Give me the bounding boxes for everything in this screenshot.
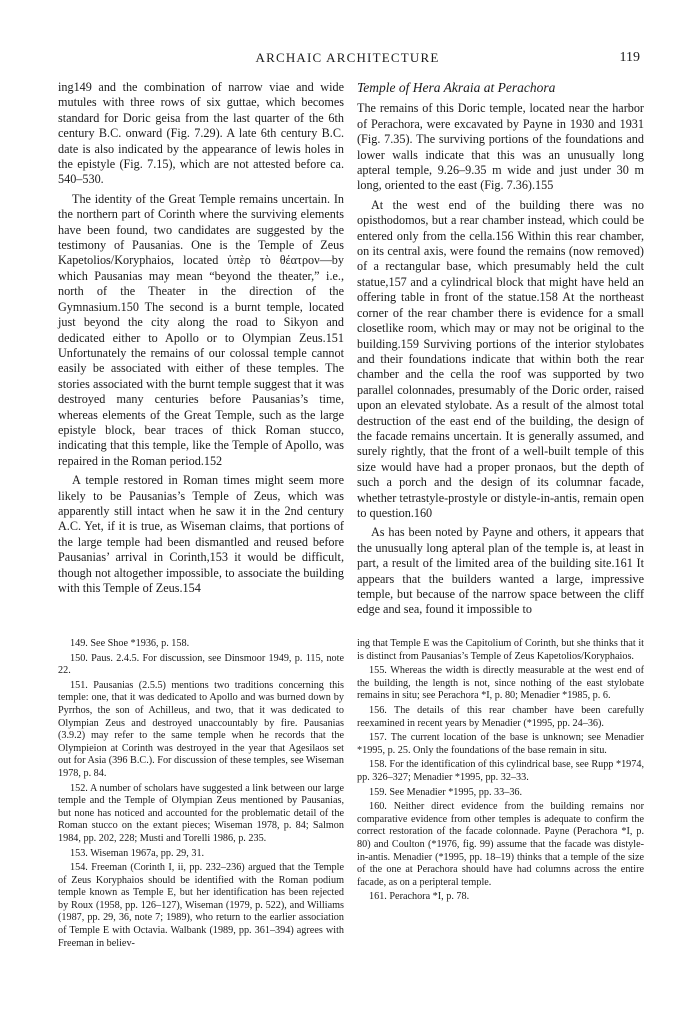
footnote: 152. A number of scholars have suggested a link between our large temple and the Temple of Olympian Zeus mentioned by Pausanias, but none has noticed and accounted for the problematic detail of the Roman stucco on the extant pieces; Wiseman 1978, p. 84; Salmon 1984, pp. 202, 228; Musti and Torelli 1986, p. 235.: [58, 782, 344, 844]
footnote: 155. Whereas the width is directly measurable at the west end of the building, the length is not, since nothing of the east stylobate remains in situ; see Perachora *I, p. 80; Menadier *1985, p. 6.: [357, 665, 644, 702]
footnote: 150. Paus. 2.4.5. For discussion, see Dinsmoor 1949, p. 115, note 22.: [58, 652, 344, 677]
footnote: 158. For the identification of this cylindrical base, see Rupp *1974, pp. 326–327; Menadier *1995, pp. 32–33.: [357, 759, 644, 783]
footnotes-left: [58, 638, 344, 952]
page-number: 119: [619, 50, 640, 65]
paragraph: As has been noted by Payne and others, it appears that the unusually long apteral plan of the temple is, at least in part, a result of the limited area of the building site.161 It appears that the builders wanted a large, impressive temple, but because of the narrow space between the cliff edge and sea, found it impossible to: [357, 525, 644, 617]
footnote: 156. The details of this rear chamber have been carefully reexamined in recent years by Menadier (*1995, pp. 24–36).: [357, 704, 644, 729]
paragraph: ing149 and the combination of narrow viae and wide mutules with three rows of six guttae, which becomes standard for Doric geisa from the last quarter of the 6th century B.C. onward (Fig. 7.29). A late 6th century B.C. date is also indicated by the appearance of lewis holes in the epistyle (Fig. 7.15), which are not attested before ca. 540–530.: [58, 80, 344, 187]
paragraph: The remains of this Doric temple, located near the harbor of Perachora, were excavated by Payne in 1930 and 1931 (Fig. 7.35). The surviving portions of the foundations and lower walls indicate that this was an unusually long apteral temple, 9.26–9.35 m wide and just under 30 m long, oriented to the east (Fig. 7.36).155: [357, 101, 644, 193]
footnote: ing that Temple E was the Capitolium of Corinth, but she thinks that it is distinct from Pausanias’s Temple of Zeus Kapetolios/Koryphaios.: [357, 638, 644, 662]
section-title: Temple of Hera Akraia at Perachora: [357, 80, 556, 95]
footnote: 159. See Menadier *1995, pp. 33–36.: [369, 786, 523, 798]
paragraph: At the west end of the building there was no opisthodomos, but a rear chamber instead, which could be entered only from the cella.156 Within this rear chamber, on its central axis, were found the remains (now removed) of a rectangular base, which presumably held the cult statue,157 and a cylindrical block that might have held an offering table in front of the statue.158 At the northeast corner of the rear chamber there is evidence for a small closetlike room, which may or may not be original to the building.159 Surviving portions of the interior stylobates and their foundations indicate that within both the rear chamber and the cella the roof was supported by two parallel colonnades, presumably of the Doric order, raised upon an elevated stylobate. As a result of the almost total destruction of the east end of the building, the design of the facade remains uncertain. It is generally assumed, and surely rightly, that the front of a well-built temple of this size would have had a proper pronaos, but the depth of such a porch and the design of its columnar facade, whether tetrastyle-prostyle or distyle-in-antis, remain open to question.160: [357, 197, 644, 520]
footnote: 154. Freeman (Corinth I, ii, pp. 232–236) argued that the Temple of Zeus Koryphaios should be identified with the Roman podium temple known as Temple E, but her identification has been rejected by Roux (1958, pp. 126–127), Wiseman (1979, p. 522), and Williams (1987, pp. 29, 36, note 7; 1989), who return to the earlier association of Temple E with Octavia. Walbank (1989, pp. 361–394) agrees with Freeman in believ-: [58, 862, 344, 949]
footnote: 149. See Shoe *1936, p. 158.: [70, 638, 190, 649]
footnote: 160. Neither direct evidence from the building remains nor comparative evidence from other temples is adequate to confirm the correct restoration of the facade colonnade. Payne (Perachora *I, p. 80) and Coulton (*1976, fig. 99) assume that the facade was distyle-in-antis. Menadier (*1995, pp. 18–19) thinks that a temple of the size of the one at Perachora should have had columns across the entire facade, as on a peripteral temple.: [357, 801, 644, 888]
footnote: 151. Pausanias (2.5.5) mentions two traditions concerning this temple: one, that it was dedicated to Apollo and was burned down by Pyrrhos, the son of Achilleus, and two, that it was dedicated to Olympian Zeus and destroyed unaccountably by fire. Pausanias (3.9.2) may refer to the same temple when he records that the Olympieion at Corinth was destroyed in the year that Agesilaos set out for Asia (396 B.C.). For discussion of these temples, see Wiseman 1978, p. 84.: [58, 679, 344, 779]
footnote: 153. Wiseman 1967a, pp. 29, 31.: [70, 847, 205, 859]
paragraph: The identity of the Great Temple remains uncertain. In the northern part of Corinth where the surviving elements have been found, two candidates are suggested by the testimony of Pausanias. One is the Temple of Zeus Kapetolios/Koryphaios, located ὑπὲρ τὸ θέατρον—by which Pausanias may mean “beyond the theater,” i.e., north of the Theater in the direction of the Gymnasium.150 The second is a burnt temple, located just beyond the city along the road to Sikyon and dedicated either to Apollo or to Olympian Zeus.151 Unfortunately the remains of our colossal temple cannot easily be associated with either of these temples. The stories associated with the burnt temple suggest that it was destroyed many centuries before Pausanias’s time, whereas elements of the Great Temple, such as the large epistyle block, bear traces of thick Roman stucco, indicating that this temple, like the Temple of Apollo, was repaired in the Roman period.152: [58, 191, 344, 468]
footnote: 161. Perachora *I, p. 78.: [369, 891, 470, 903]
paragraph: A temple restored in Roman times might seem more likely to be Pausanias’s Temple of Zeus, which was apparently still intact when he saw it in the 2nd century A.C. Yet, if it is true, as Wiseman claims, that portions of the large temple had been dismantled and reused before Pausanias’ arrival in Corinth,153 it would be difficult, though not altogether impossible, to associate the building with this Temple of Zeus.154: [58, 473, 344, 595]
running-head: ARCHAIC ARCHITECTURE: [255, 50, 440, 65]
left-column: [58, 80, 344, 600]
page-header: [0, 50, 695, 70]
right-column: [357, 80, 644, 622]
footnote: 157. The current location of the base is unknown; see Menadier *1995, p. 25. Only the foundations of the base remain in situ.: [357, 732, 644, 756]
footnotes-right: [357, 638, 644, 906]
